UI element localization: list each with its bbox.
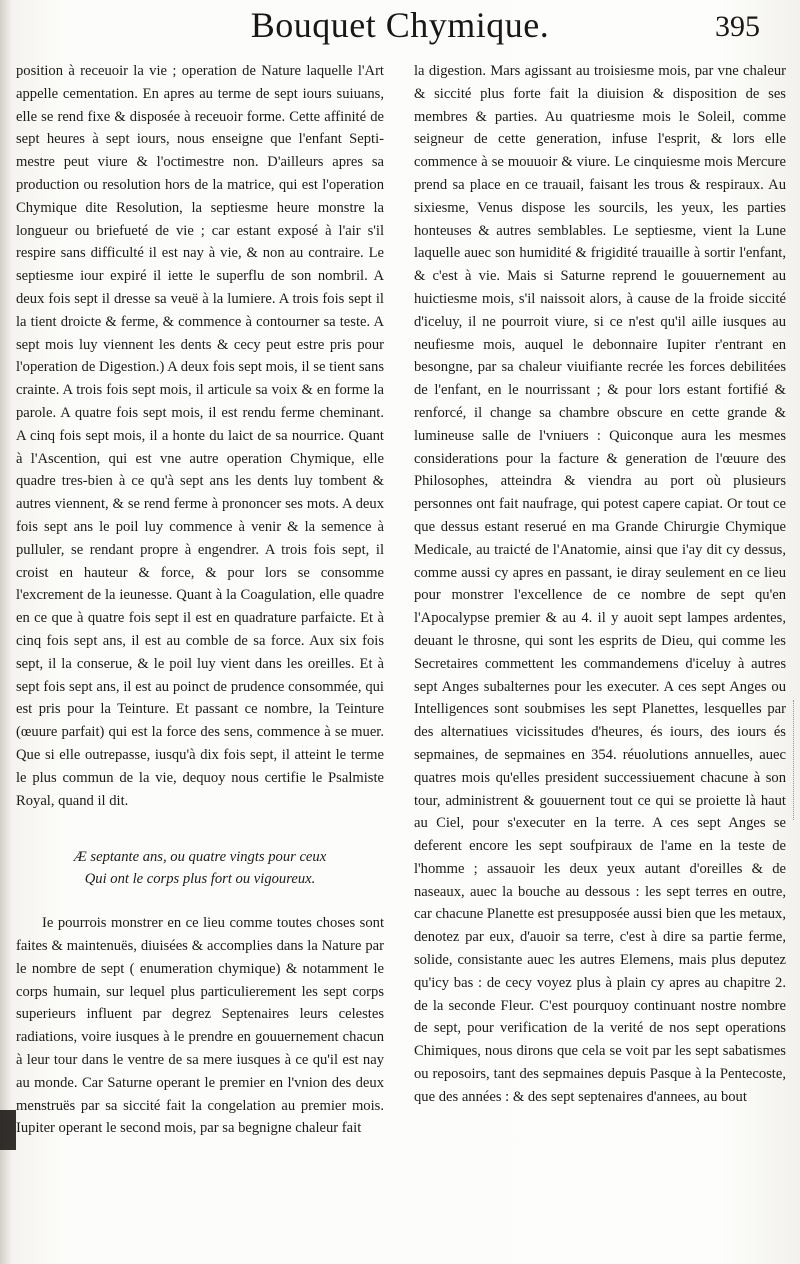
right-paragraph-1: la digestion. Mars agissant au troisiesme mois, par vne chaleur & siccité plus forte fait la diuision & disposition de ses membres & parties. Au quatriesme mois le Soleil, comme seigneur de cette generation, infuse l'esprit, & lors elle commence à se mouuoir & viure. Le cinquiesme mois Mercure prend sa place en ce trauail, faisant les trous & respiraux. Au sixiesme, Venus dispose les sourcils, les yeux, les parties honteuses & autres semblables. Le septiesme, vient la Lune laquelle auec son humidité & frigidité trauaille à sortir l'enfant, & c'est à vie. Mais si Saturne reprend le gouuernement au huictiesme mois, s'il naissoit alors, à cause de la froide siccité d'iceluy, il ne pourroit viure, si ce n'est qu'il aille iusques au neufiesme mois, auquel le debonnaire Iupiter r'entrant en besongne, par sa chaleur viuifiante recrée les forces debilitées de l'enfant, en le nourrissant ; & pour lors estant fortifié & renforcé, il change sa chambre obscure en cette grande & lumineuse salle de l'vniuers : Quiconque aura les mesmes considerations pour la facture & generation de l'œuure des Philosophes, atteindra & viendra au port où plusieurs personnes ont fait naufrage, qui potest capere capiat. Or tout ce que dessus estant reserué en ma Grande Chirurgie Chymique Medicale, au traicté de l'Anatomie, ainsi que i'ay dit cy dessus, comme aussi cy apres en passant, ie diray seulement en ce lieu pour monstrer l'excellence de ce nombre de sept qu'en l'Apocalypse premier & au 4. il y auoit sept lampes ardentes, deuant le throsne, qui sont les esprits de Dieu, qui comme les Secretaires commettent les commandemens d'iceluy à autres sept Anges subalternes pour les executer. A ces sept Anges ou Intelligences sont soubmises les sept Planettes, lesquelles par des alternatiues vicissitudes d'heures, és iours, des iours és sepmaines, de sepmaines en 354. réuolutions annuelles, auec quatres mois qu'elles president successiuement chacune à son tour, administrent & gouuernent tout ce qui se proiette là haut au Ciel, pour s'executer en la terre. A ces sept Anges se deferent encore les sept soufpiraux de l'ame en la teste de l'homme ; assauoir les deux yeux autant d'oreilles & de naseaux, auec la bouche au dessous : les sept terres en outre, car chacune Planette est presupposée aussi bien que les metaux, denotez par eux, d'auoir sa terre, c'est à dire sa partie ferme, solide, consistante auec les autres Elemens, mais plus deputez qu'icy bas : de cecy voyez plus à plain cy apres au chapitre 2. de la seconde Fleur. C'est pourquoy continuant nostre nombre de sept, pour verification de la verité de nos sept operations Chimiques, nous dirons que cela se voit par les sept sabatismes ou reposoirs, tant des sepmaines depuis Pasque à la Pentecoste, que des années : & des sept septenaires d'annees, au bout — [414, 63, 787, 1105]
binding-mark — [0, 1110, 16, 1150]
page-number: 395 — [715, 10, 760, 43]
page-header — [160, 4, 760, 56]
left-paragraph-2: Ie pourrois monstrer en ce lieu comme toutes choses sont faites & maintenuës, diuisées & accomplies dans la Nature par le nombre de sept ( enumeration chymique) & notamment le corps humain, sur lequel plus particulierement les sept corps superieurs influent par degrez Septenaires leurs celestes radiations, voire iusques à le prendre en gouuernement chacun à leur tour dans le ventre de sa mere iusques à ce qu'il est nay au monde. Car Saturne operant le premier en l'vnion des deux menstruës par sa siccité fait la congelation au premier mois. Iupiter operant le second mois, par sa begnigne chaleur fait — [16, 915, 384, 1137]
running-title: Bouquet Chymique. — [250, 5, 550, 45]
right-column — [414, 60, 786, 1109]
left-paragraph-1: position à receuoir la vie ; operation de Nature laquelle l'Art appelle cementation. En apres au terme de sept iours suiuans, elle se rend fixe & disposée à receuoir forme. Cette affinité de sept heures à sept iours, nous enseigne que l'enfant Septi-mestre peut viure & l'octimestre non. D'ailleurs apres sa production ou resolution hors de la matrice, qui est l'operation Chymique dite Resolution, la septiesme heure monstre la longueur ou briefueté de vie ; car estant exposé à l'air s'il respire sans difficulté il est nay à vie, & non au contraire. Le septiesme iour expiré il iette le superflu de son nombril. A deux fois sept il dresse sa veuë à la lumiere. A trois fois sept il la tient droicte & ferme, & commence à contourner sa teste. A sept mois luy viennent les dents & cecy peut estre pris pour l'operation de Digestion.) A deux fois sept mois, il se tient sans crainte. A trois fois sept mois, il articule sa voix & en forme la parole. A quatre fois sept mois, il est rendu ferme cheminant. A cinq fois sept mois, il a honte du laict de sa nourrice. Quant à l'Ascention, qui est vne autre operation Chymique, elle quadre tres-bien à ce qu'à sept ans les dents luy tombent & autres viennent, & se rend ferme à prononcer ses mots. A deux fois sept ans le poil luy commence à venir & la semence à pulluler, se rendant propre à engendrer. A trois fois sept, il croist en hauteur & force, & pour lors se consomme l'excrement de la ieunesse. Quant à la Coagulation, elle quadre en ce que à quatre fois sept il est en quadrature parfaicte. Et à cinq fois sept ans, il est au comble de sa force. Aux six fois sept, il la conserue, & le poil luy vient dans les oreilles. Et à sept fois sept ans, il est au poinct de prudence consommée, qui est pris pour la Teinture. Et passant ce nombre, la Teinture (œuure parfait) qui est la force des sens, commence à se muer. Que si elle outrepasse, iusqu'à dix fois sept, il atteint le terme le plus commun de la vie, dequoy nous certifie le Psalmiste Royal, quand il dit. — [16, 63, 384, 809]
margin-mark — [787, 700, 794, 820]
psalm-verse — [16, 846, 384, 890]
left-column — [16, 60, 384, 1140]
page-fold-shadow — [0, 0, 12, 1264]
verse-line-1: Æ septante ans, ou quatre vingts pour ceux — [73, 849, 327, 866]
verse-line-2: Qui ont le corps plus fort ou vigoureux. — [84, 871, 316, 888]
